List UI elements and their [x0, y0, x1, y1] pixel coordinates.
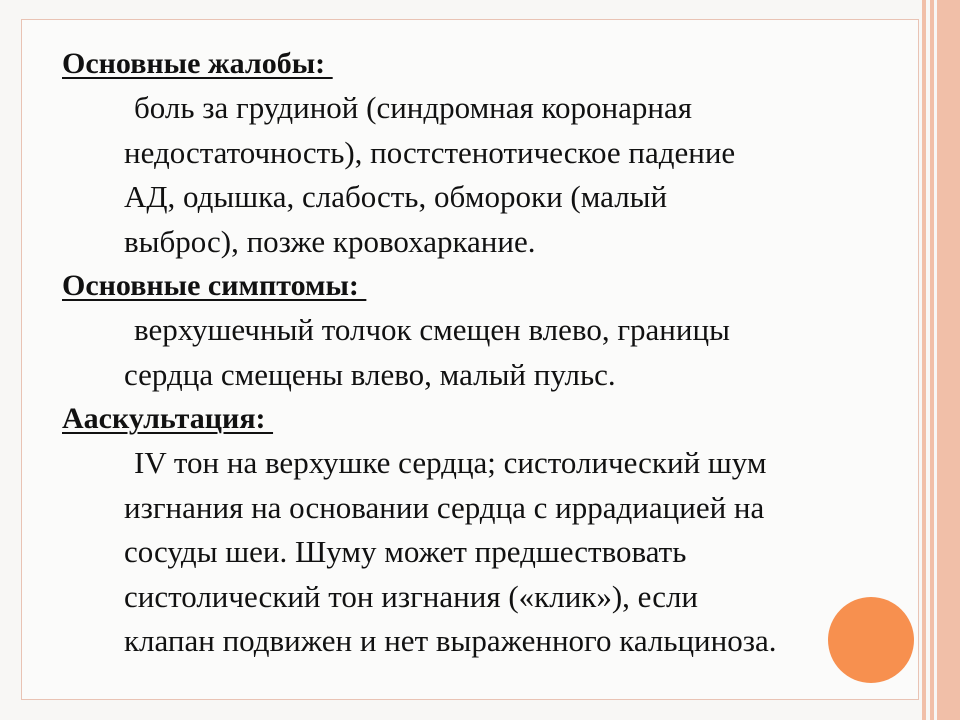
text-line: IV тон на верхушке сердца; систолический шум — [134, 445, 767, 480]
text-line: сосуды шеи. Шуму может предшествовать — [124, 534, 687, 569]
text-line: систолический тон изгнания («клик»), если — [124, 578, 699, 614]
text-line: боль за грудиной (синдромная коронарная — [134, 90, 692, 125]
section-heading-complaints: Основные жалобы: — [62, 47, 333, 80]
section-heading-symptoms: Основные симптомы: — [62, 269, 367, 302]
section-heading-auscultation: Аaскультация: — [62, 402, 274, 435]
accent-circle — [828, 597, 914, 683]
text-line: недостаточность), постстенотическое падение — [124, 134, 736, 170]
auscultation-text — [124, 441, 914, 664]
complaints-text — [124, 86, 914, 264]
slide-content — [62, 42, 912, 664]
text-line: АД, одышка, слабость, обмороки (малый — [124, 179, 668, 214]
decorative-stripe — [922, 0, 926, 720]
text-line: клапан подвижен и нет выраженного кальциноза. — [124, 623, 777, 658]
text-line: изгнания на основании сердца с иррадиацией на — [124, 489, 765, 525]
text-line: верхушечный толчок смещен влево, границы — [134, 312, 730, 347]
text-line: выброс), позже кровохаркание. — [124, 223, 536, 259]
text-line: сердца смещены влево, малый пульс. — [124, 356, 616, 392]
decorative-stripe — [937, 0, 960, 720]
symptoms-text — [124, 308, 914, 397]
decorative-stripe — [930, 0, 934, 720]
